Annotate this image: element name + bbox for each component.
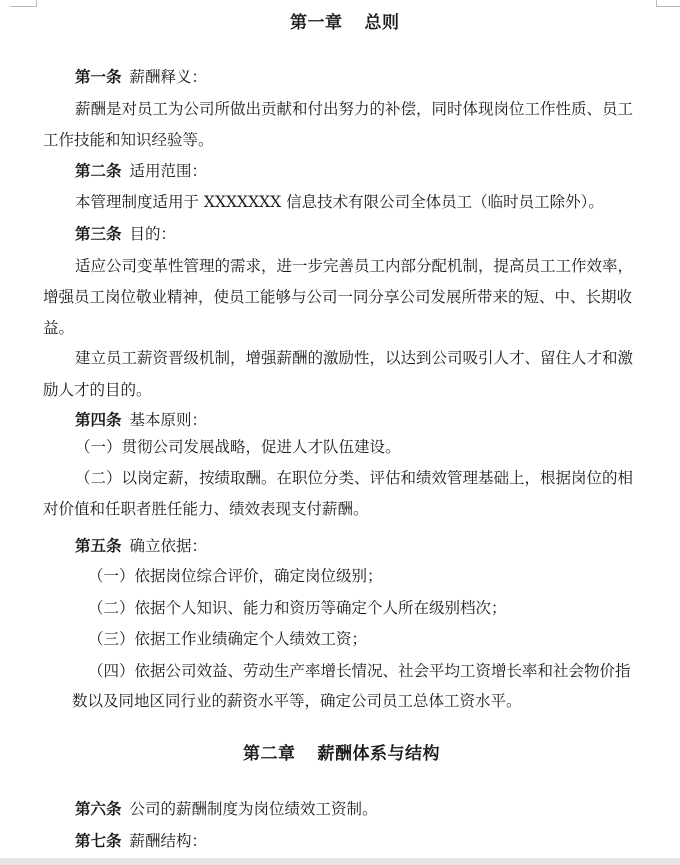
list-item-continuation: 数以及同地区同行业的薪资水平等，确定公司员工总体工资水平。 — [72, 692, 522, 710]
article-4-label: 第四条 — [75, 410, 122, 429]
paragraph-line: 薪酬是对员工为公司所做出贡献和付出努力的补偿，同时体现岗位工作性质、员工 — [75, 100, 634, 118]
chapter-2-heading — [243, 744, 440, 764]
chapter-1-title: 总则 — [364, 13, 400, 33]
article-1-heading — [75, 67, 207, 87]
article-1-label: 第一条 — [75, 67, 122, 86]
article-4-heading — [75, 410, 207, 430]
article-7-label: 第七条 — [75, 831, 122, 850]
page-bottom-edge — [0, 858, 680, 865]
article-3-heading — [75, 224, 176, 244]
list-item: （一）贯彻公司发展战略，促进人才队伍建设。 — [75, 438, 401, 456]
article-3-label: 第三条 — [75, 224, 122, 243]
article-2-title: 适用范围： — [129, 162, 208, 180]
article-5-heading — [75, 536, 207, 556]
article-5-title: 确立依据： — [129, 537, 208, 555]
article-2-heading — [75, 161, 207, 181]
article-4-title: 基本原则： — [129, 411, 208, 429]
article-7-heading — [75, 831, 207, 851]
article-2-label: 第二条 — [75, 161, 122, 180]
list-item: （二）依据个人知识、能力和资历等确定个人所在级别档次； — [88, 599, 507, 617]
page-corner-mark-right — [656, 0, 680, 7]
list-item: （三）依据工作业绩确定个人绩效工资； — [88, 630, 368, 648]
page-corner-mark-left — [10, 0, 37, 7]
chapter-1-number: 第一章 — [290, 13, 343, 33]
paragraph-line: 工作技能和知识经验等。 — [43, 131, 214, 149]
chapter-2-title: 薪酬体系与结构 — [317, 744, 440, 764]
chapter-1-heading — [290, 13, 400, 33]
list-item-continuation: 对价值和任职者胜任能力、绩效表现支付薪酬。 — [43, 500, 369, 518]
article-5-label: 第五条 — [75, 536, 122, 555]
paragraph-line: 励人才的目的。 — [43, 381, 152, 399]
article-6-heading — [75, 799, 378, 819]
article-6-label: 第六条 — [75, 799, 122, 818]
article-7-title: 薪酬结构： — [129, 832, 208, 850]
chapter-2-number: 第二章 — [243, 744, 296, 764]
paragraph-line: 本管理制度适用于 XXXXXXX 信息技术有限公司全体员工（临时员工除外）。 — [75, 193, 604, 211]
article-3-title: 目的： — [129, 225, 177, 243]
article-1-title: 薪酬释义： — [129, 68, 208, 86]
list-item: （二）以岗定薪，按绩取酬。在职位分类、评估和绩效管理基础上，根据岗位的相 — [75, 469, 634, 487]
list-item: （四）依据公司效益、劳动生产率增长情况、社会平均工资增长率和社会物价指 — [88, 662, 631, 680]
paragraph-line: 适应公司变革性管理的需求，进一步完善员工内部分配机制，提高员工工作效率， — [75, 257, 634, 275]
article-6-title: 公司的薪酬制度为岗位绩效工资制。 — [129, 800, 378, 818]
list-item: （一）依据岗位综合评价，确定岗位级别； — [88, 567, 383, 585]
paragraph-line: 建立员工薪资晋级机制，增强薪酬的激励性，以达到公司吸引人才、留住人才和激 — [75, 349, 634, 367]
paragraph-line: 益。 — [43, 319, 75, 337]
paragraph-line: 增强员工岗位敬业精神，使员工能够与公司一同分享公司发展所带来的短、中、长期收 — [43, 288, 633, 306]
